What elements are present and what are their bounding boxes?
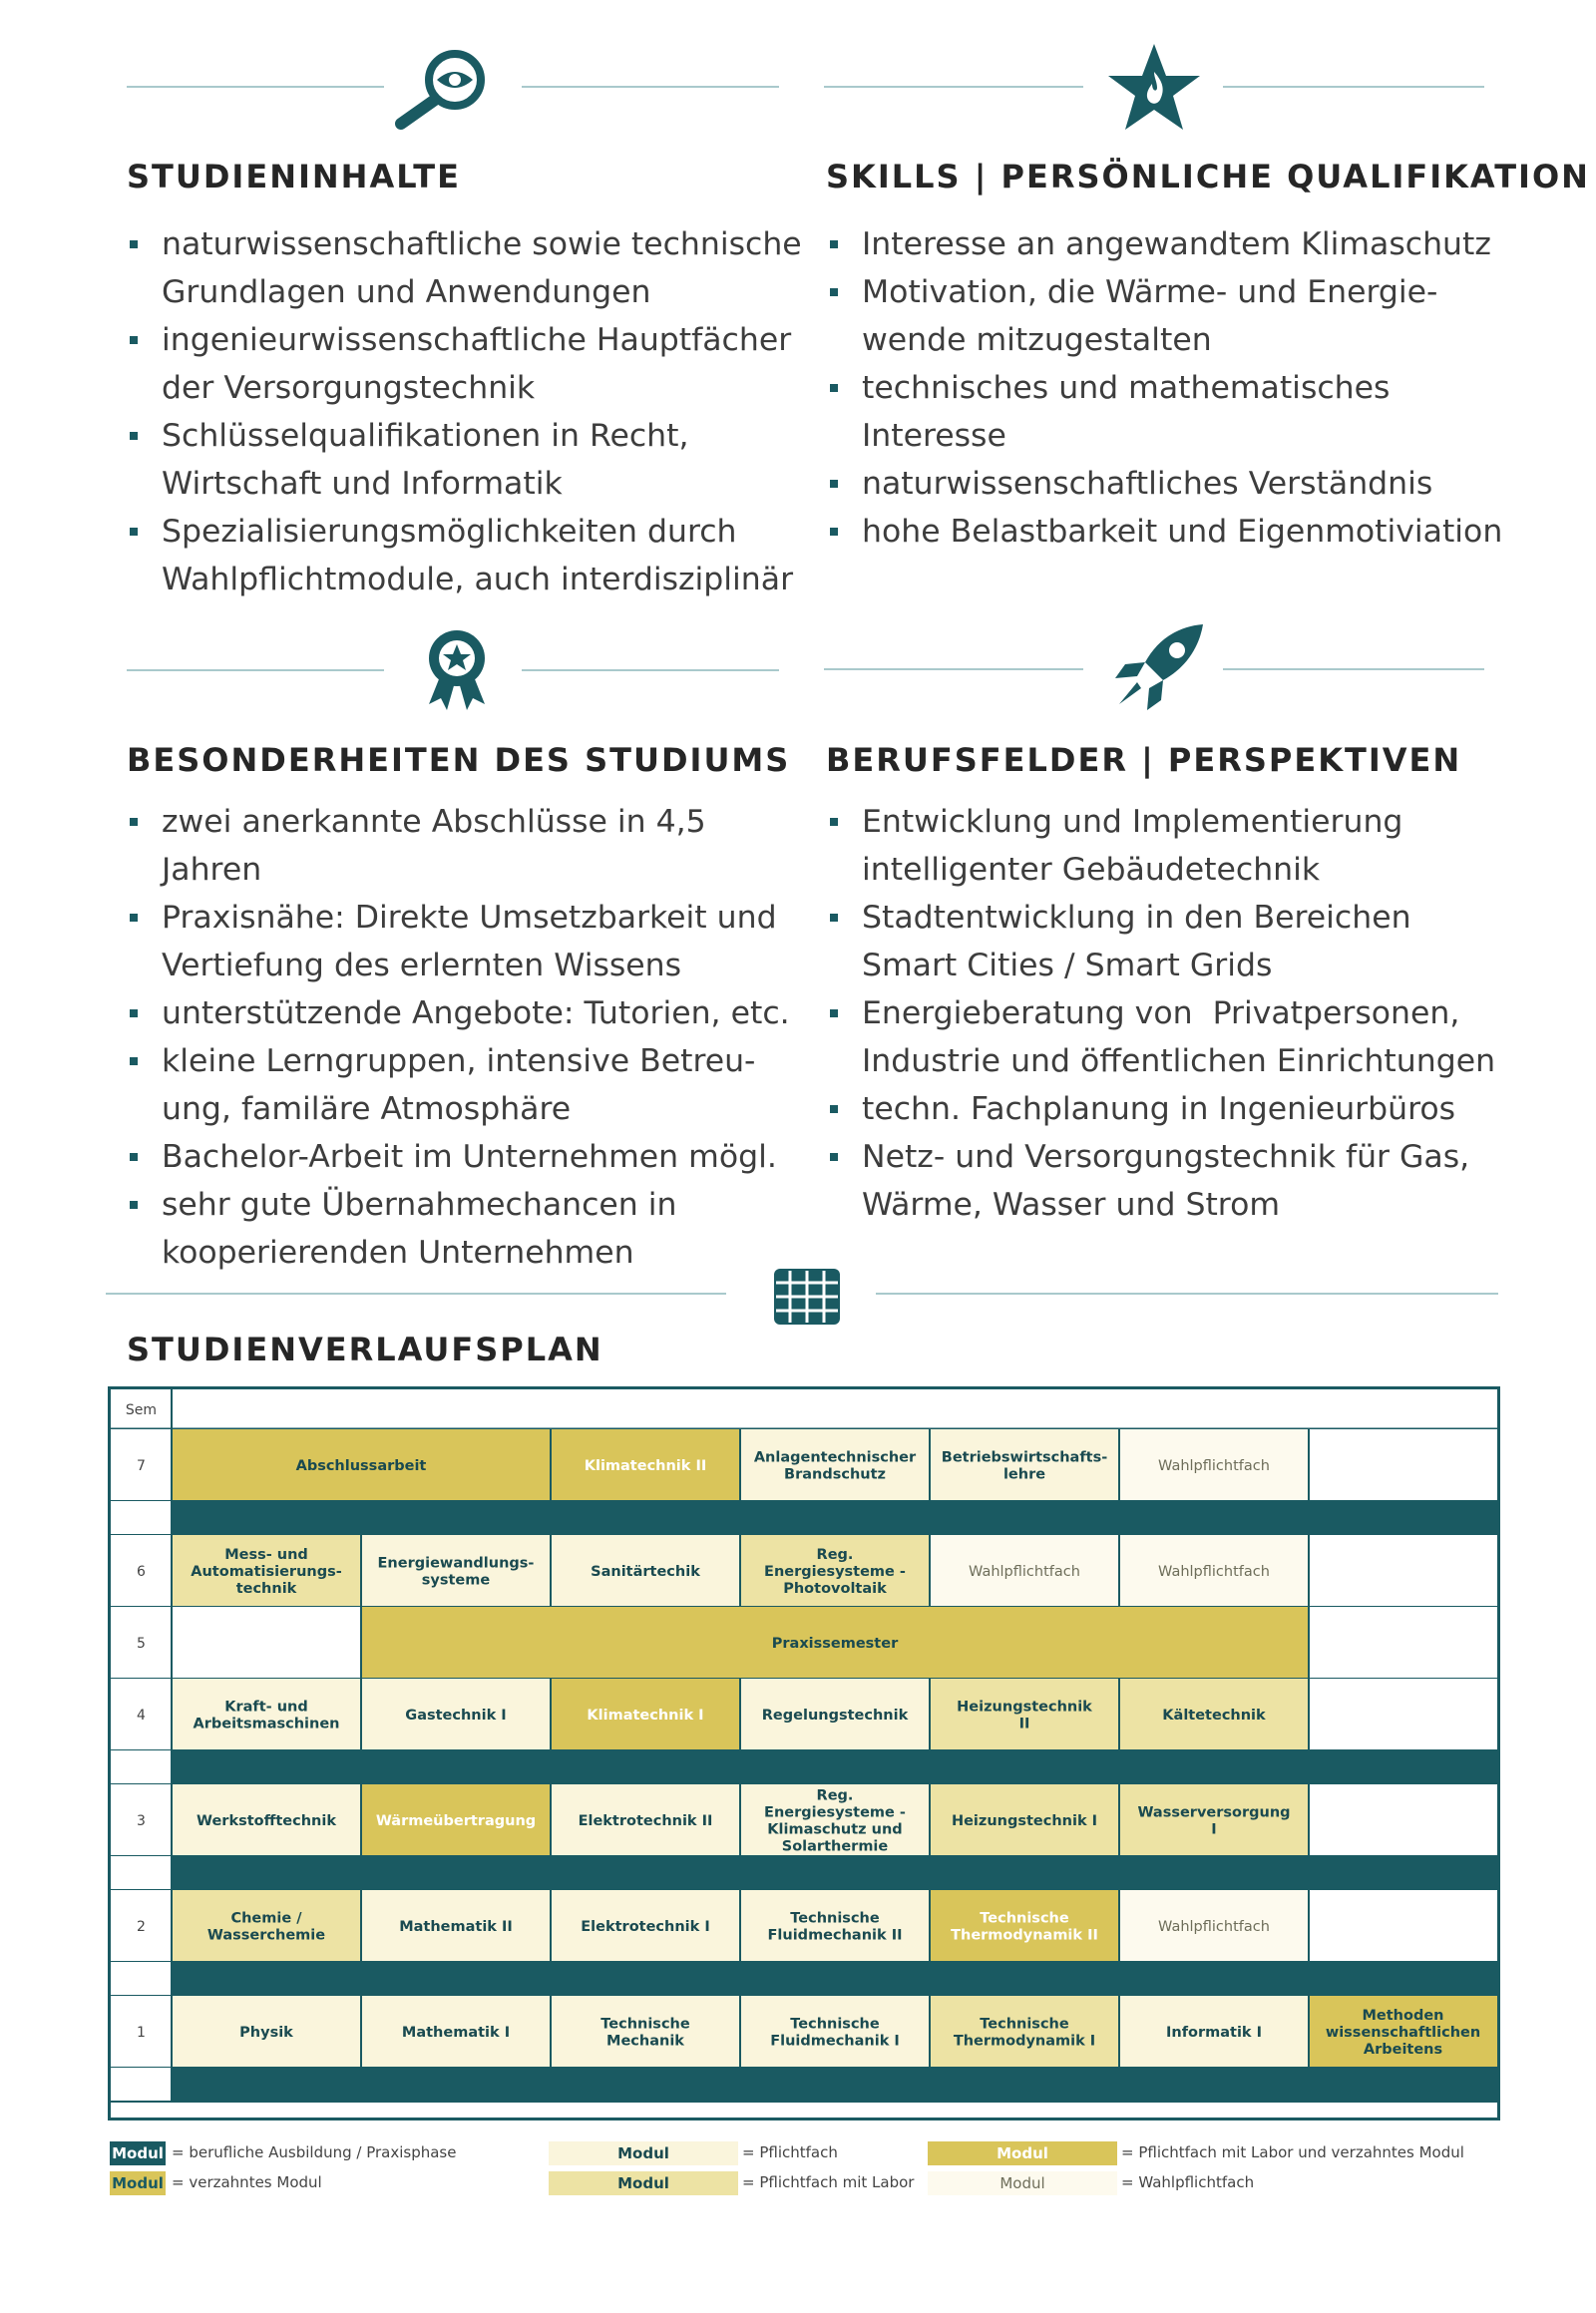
list-item-line: hohe Belastbarkeit und Eigenmotiviation <box>862 514 1503 550</box>
star-flame-icon <box>1105 42 1203 134</box>
list-item <box>128 894 816 989</box>
module-label: Betriebswirtschafts-lehre <box>941 1449 1108 1483</box>
module-label: Wahlpflichtfach <box>1158 1458 1270 1474</box>
module-cell <box>1309 1429 1497 1501</box>
divider-line <box>824 86 1083 88</box>
module-label: Technische Thermodynamik II <box>951 1910 1098 1944</box>
sem-cell <box>111 1501 172 1535</box>
module-label: Heizungstechnik I <box>951 1813 1098 1829</box>
module-label: Wärmeübertragung <box>375 1813 537 1829</box>
module-label: Technische Mechanik <box>600 2016 690 2050</box>
list-item <box>828 798 1526 894</box>
list-item <box>128 316 816 412</box>
list-item-line: Smart Cities / Smart Grids <box>862 948 1273 983</box>
legend-text: = Pflichtfach mit Labor und verzahntes Modul <box>1121 2143 1464 2161</box>
list-item <box>128 1133 816 1181</box>
module-label: Mathematik I <box>401 2025 511 2041</box>
list-item-line: Motivation, die Wärme- und Energie- <box>862 274 1438 310</box>
list-item <box>828 268 1526 364</box>
list-item <box>828 460 1526 508</box>
list-item-line: Vertiefung des erlernten Wissens <box>162 948 682 983</box>
list-item-line: Energieberatung von Privatpersonen, <box>862 995 1460 1031</box>
list-item-line: technisches und mathematisches <box>862 370 1391 406</box>
list-item-line: der Versorgungstechnik <box>162 370 536 406</box>
list-item-line: Interesse an angewandtem Klimaschutz <box>862 226 1491 262</box>
module-label: Kältetechnik <box>1162 1708 1266 1724</box>
list-item <box>128 989 816 1037</box>
divider-line <box>1223 86 1484 88</box>
divider-line <box>1223 668 1484 670</box>
module-label: Wahlpflichtfach <box>1158 1564 1270 1580</box>
list-item-line: ingenieurwissenschaftliche Hauptfächer <box>162 322 792 358</box>
sem-number: 3 <box>137 1813 146 1829</box>
module-label: Mess- und Automatisierungs-technik <box>191 1547 342 1597</box>
module-label: Wasserversorgung I <box>1137 1804 1291 1838</box>
module-cell <box>1309 1535 1497 1607</box>
list-item-line: techn. Fachplanung in Ingenieurbüros <box>862 1091 1456 1127</box>
list-item-line: Entwicklung und Implementierung <box>862 804 1403 840</box>
list-item-line: intelligenter Gebäudetechnik <box>862 852 1321 888</box>
rocket-icon <box>1107 620 1207 716</box>
module-label: Physik <box>239 2025 293 2041</box>
module-label: Regelungstechnik <box>761 1708 909 1724</box>
list-item <box>128 1037 816 1133</box>
sem-number: 2 <box>137 1919 146 1935</box>
list-item-line: naturwissenschaftliche sowie technische <box>162 226 802 262</box>
list-item <box>128 220 816 316</box>
sem-number: 5 <box>137 1636 146 1652</box>
module-label: Chemie / Wasserchemie <box>206 1910 326 1944</box>
module-label: Elektrotechnik II <box>578 1813 713 1829</box>
magnifier-eye-icon <box>387 42 497 132</box>
section-title-studieninhalte: STUDIENINHALTE <box>127 158 461 195</box>
section-title-besonderheiten: BESONDERHEITEN DES STUDIUMS <box>127 741 791 779</box>
legend-swatch: Modul <box>110 2171 166 2195</box>
legend-swatch: Modul <box>549 2171 738 2195</box>
practice-band <box>172 1501 1497 1535</box>
practice-band <box>172 1856 1497 1890</box>
list-item-line: kooperierenden Unternehmen <box>162 1235 634 1271</box>
list-item <box>828 894 1526 989</box>
list-item-line: Bachelor-Arbeit im Unternehmen mögl. <box>162 1139 777 1175</box>
study-plan-table <box>108 1386 1500 2120</box>
module-label: Technische Fluidmechanik I <box>770 2016 900 2050</box>
list-item-line: Netz- und Versorgungstechnik für Gas, <box>862 1139 1470 1175</box>
sem-cell <box>111 1856 172 1890</box>
divider-line <box>824 668 1083 670</box>
list-item-line: Interesse <box>862 418 1006 454</box>
list-item-line: Industrie und öffentlichen Einrichtungen <box>862 1043 1496 1079</box>
list-item-line: Jahren <box>162 852 262 888</box>
grid-calendar-icon <box>774 1269 840 1325</box>
list-item <box>828 1085 1526 1133</box>
module-label: Informatik I <box>1165 2025 1263 2041</box>
module-label: Technische Thermodynamik I <box>953 2016 1096 2050</box>
module-label: Abschlussarbeit <box>295 1458 427 1474</box>
plan-header-row <box>111 1389 1497 1429</box>
module-cell <box>172 1607 361 1679</box>
list-item <box>128 412 816 508</box>
module-label: Wahlpflichtfach <box>969 1564 1080 1580</box>
list-item <box>128 798 816 894</box>
list-item-line: Schlüsselqualifikationen in Recht, <box>162 418 689 454</box>
divider-line <box>522 669 779 671</box>
list-item-line: Stadtentwicklung in den Bereichen <box>862 900 1411 936</box>
module-label: Energiewandlungs-systeme <box>377 1555 535 1589</box>
section-title-berufsfelder: BERUFSFELDER | PERSPEKTIVEN <box>826 741 1462 779</box>
module-label: Mathematik II <box>399 1919 513 1935</box>
module-label: Klimatechnik I <box>587 1708 704 1724</box>
module-label: Heizungstechnik II <box>957 1699 1092 1733</box>
module-label: Anlagentechnischer Brandschutz <box>753 1449 917 1483</box>
list-item-line: Grundlagen und Anwendungen <box>162 274 651 310</box>
section-title-studienverlaufsplan: STUDIENVERLAUFSPLAN <box>127 1331 603 1368</box>
sem-cell <box>111 1750 172 1784</box>
legend-text: = Pflichtfach <box>742 2143 838 2161</box>
list-item-line: sehr gute Übernahmechancen in <box>162 1187 677 1223</box>
list-item <box>828 989 1526 1085</box>
legend-swatch: Modul <box>110 2141 166 2165</box>
practice-band <box>172 2068 1497 2102</box>
bullet-list-skills <box>828 220 1526 556</box>
module-label: Kraft- und Arbeitsmaschinen <box>193 1699 340 1733</box>
sem-cell <box>111 2068 172 2102</box>
sem-number: 7 <box>137 1458 146 1474</box>
legend-text: = verzahntes Modul <box>172 2173 322 2191</box>
list-item-line: unterstützende Angebote: Tutorien, etc. <box>162 995 790 1031</box>
module-label: Technische Fluidmechanik II <box>767 1910 903 1944</box>
module-label: Reg. Energiesysteme -Klimaschutz und Solarthermie <box>764 1787 906 1855</box>
sem-number: 6 <box>137 1564 146 1580</box>
divider-line <box>127 86 384 88</box>
list-item-line: Praxisnähe: Direkte Umsetzbarkeit und <box>162 900 777 936</box>
sem-cell <box>111 1962 172 1996</box>
list-item-line: naturwissenschaftliches Verständnis <box>862 466 1433 502</box>
list-item <box>828 508 1526 556</box>
module-label: Werkstofftechnik <box>197 1813 336 1829</box>
legend-swatch: Modul <box>549 2141 738 2165</box>
list-item <box>128 1181 816 1277</box>
module-cell <box>1309 1784 1497 1856</box>
list-item-line: Wahlpflichtmodule, auch interdisziplinär <box>162 562 794 597</box>
list-item-line: wende mitzugestalten <box>862 322 1212 358</box>
section-title-skills: SKILLS | PERSÖNLICHE QUALIFIKATION <box>826 158 1590 195</box>
divider-line <box>522 86 779 88</box>
sem-number: 4 <box>137 1708 146 1724</box>
module-label: Wahlpflichtfach <box>1158 1919 1270 1935</box>
legend-text: = Wahlpflichtfach <box>1121 2173 1255 2191</box>
list-item <box>828 1133 1526 1229</box>
bullet-list-besonderheiten <box>128 798 816 1277</box>
module-cell <box>1309 1607 1497 1679</box>
module-label: Gastechnik I <box>405 1708 507 1724</box>
legend-swatch: Modul <box>928 2141 1117 2165</box>
divider-line <box>876 1293 1498 1295</box>
practice-band <box>172 1962 1497 1996</box>
bullet-list-studieninhalte <box>128 220 816 603</box>
bullet-list-berufsfelder <box>828 798 1526 1229</box>
list-item <box>128 508 816 603</box>
list-item <box>828 220 1526 268</box>
module-label: Klimatechnik II <box>584 1458 707 1474</box>
module-cell <box>1309 1890 1497 1962</box>
module-label: Sanitärtechik <box>591 1564 700 1580</box>
list-item-line: Wärme, Wasser und Strom <box>862 1187 1281 1223</box>
module-label: Methoden wissenschaftlichen Arbeitens <box>1325 2008 1481 2058</box>
list-item-line: Spezialisierungsmöglichkeiten durch <box>162 514 737 550</box>
award-badge-icon <box>419 628 495 710</box>
legend-text: = berufliche Ausbildung / Praxisphase <box>172 2143 457 2161</box>
list-item-line: ung, familäre Atmosphäre <box>162 1091 572 1127</box>
legend-text: = Pflichtfach mit Labor <box>742 2173 915 2191</box>
module-label: Praxissemester <box>771 1636 899 1652</box>
list-item <box>828 364 1526 460</box>
list-item-line: kleine Lerngruppen, intensive Betreu- <box>162 1043 756 1079</box>
module-label: Reg. Energiesysteme -Photovoltaik <box>764 1547 906 1597</box>
list-item-line: zwei anerkannte Abschlüsse in 4,5 <box>162 804 706 840</box>
module-label: Elektrotechnik I <box>581 1919 710 1935</box>
sem-header: Sem <box>125 1402 158 1418</box>
practice-band <box>172 1750 1497 1784</box>
module-cell <box>1309 1679 1497 1750</box>
divider-line <box>106 1293 726 1295</box>
sem-number: 1 <box>137 2025 146 2041</box>
list-item-line: Wirtschaft und Informatik <box>162 466 563 502</box>
divider-line <box>127 669 384 671</box>
legend-swatch: Modul <box>928 2171 1117 2195</box>
